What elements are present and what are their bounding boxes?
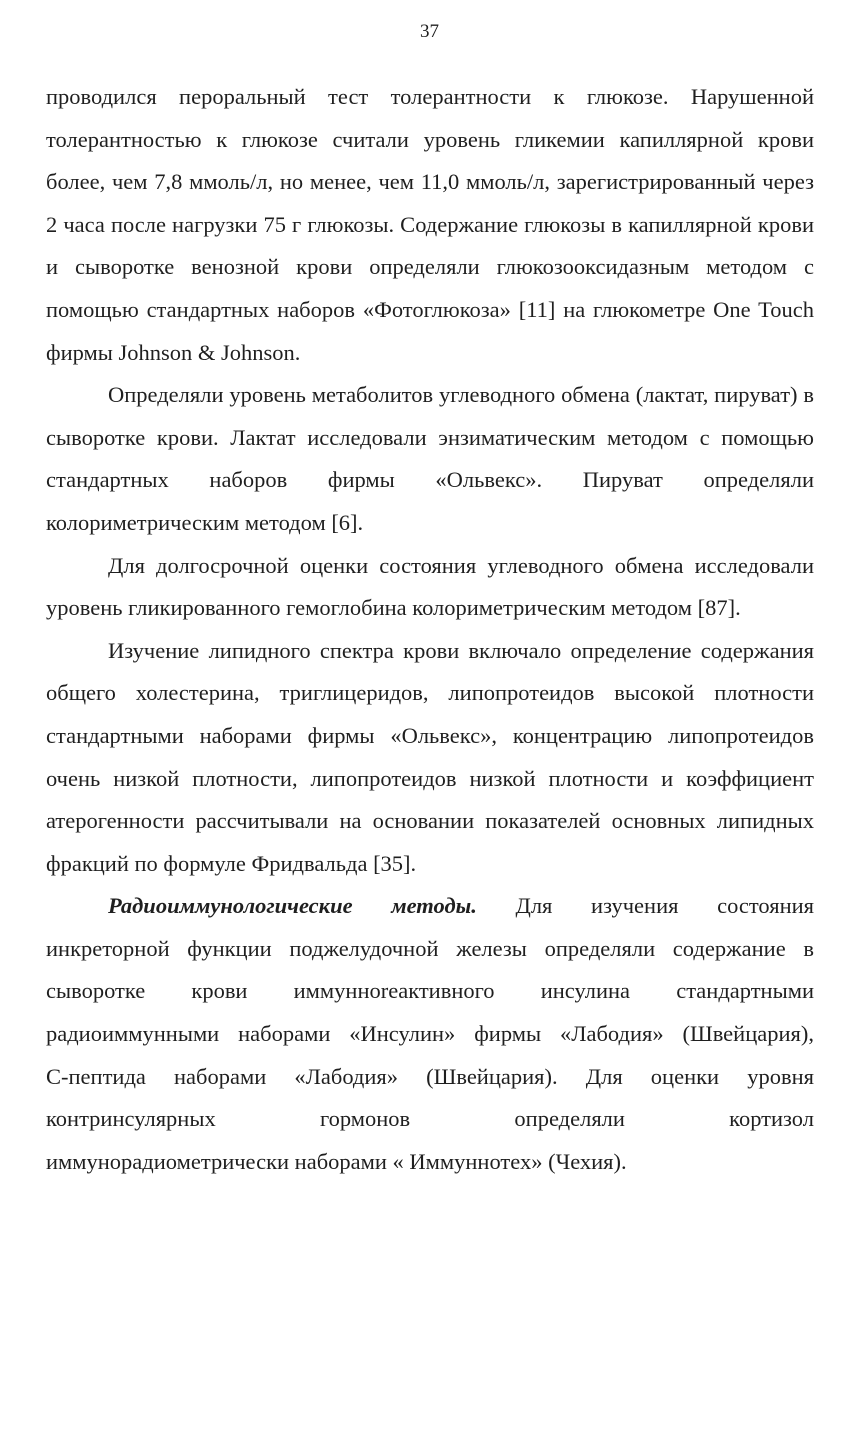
- radio-line-1-text: Для изучения состояния: [515, 893, 814, 919]
- section-lead-heading: Радиоиммунологические методы.: [108, 893, 477, 919]
- radio-line-1: [46, 885, 814, 928]
- page-number: 37: [420, 21, 439, 42]
- document-body: [46, 76, 814, 1183]
- radio-line-2: инкреторной функции поджелудочной железы определяли содержание в: [46, 935, 814, 961]
- paragraph-lipid-spectrum: Изучение липидного спектра крови включало определение содержания общего холестерина, триглицеридов, липопротеидов высокой плотности стандартными наборами фирмы «Ольвекс», концентрацию липопротеидов очень низкой плотности, липопротеидов низкой плотности и коэффициент атерогенности рассчитывали на основании показателей основных липидных фракций по формуле Фридвальда [35].: [46, 637, 814, 876]
- radio-line-7: иммунорадиометрически наборами « Иммуннотех» (Чехия).: [46, 1148, 627, 1174]
- radio-line-6: контринсулярных гормонов определяли кортизол: [46, 1106, 814, 1132]
- radio-line-5: С-пептида наборами «Лабодия» (Швейцария). Для оценки уровня: [46, 1063, 814, 1089]
- paragraph-radioimmunological-methods: [46, 885, 814, 1183]
- paragraph-glycated-hemoglobin: Для долгосрочной оценки состояния углеводного обмена исследовали уровень гликированного гемоглобина колориметрическим методом [87].: [46, 552, 814, 621]
- paragraph-glucose-test: проводился пероральный тест толерантности к глюкозе. Нарушенной толерантностью к глюкозе считали уровень гликемии капиллярной крови более, чем 7,8 ммоль/л, но менее, чем 11,0 ммоль/л, зарегистрированный через 2 часа после нагрузки 75 г глюкозы. Содержание глюкозы в капиллярной крови и сыворотке венозной крови определяли глюкозооксидазным методом с помощью стандартных наборов «Фотоглюкоза» [11] на глюкометре One Touch фирмы Johnson & Johnson.: [46, 84, 814, 365]
- radio-line-4: радиоиммунными наборами «Инсулин» фирмы «Лабодия» (Швейцария),: [46, 1021, 814, 1047]
- paragraph-carbohydrate-metabolites: Определяли уровень метаболитов углеводного обмена (лактат, пируват) в сыворотке крови. Лактат исследовали энзиматическим методом с помощью стандартных наборов фирмы «Ольвекс». Пируват определяли колориметрическим методом [6].: [46, 382, 814, 535]
- radio-line-3: сыворотке крови иммунноreактивного инсулина стандартными: [46, 978, 814, 1004]
